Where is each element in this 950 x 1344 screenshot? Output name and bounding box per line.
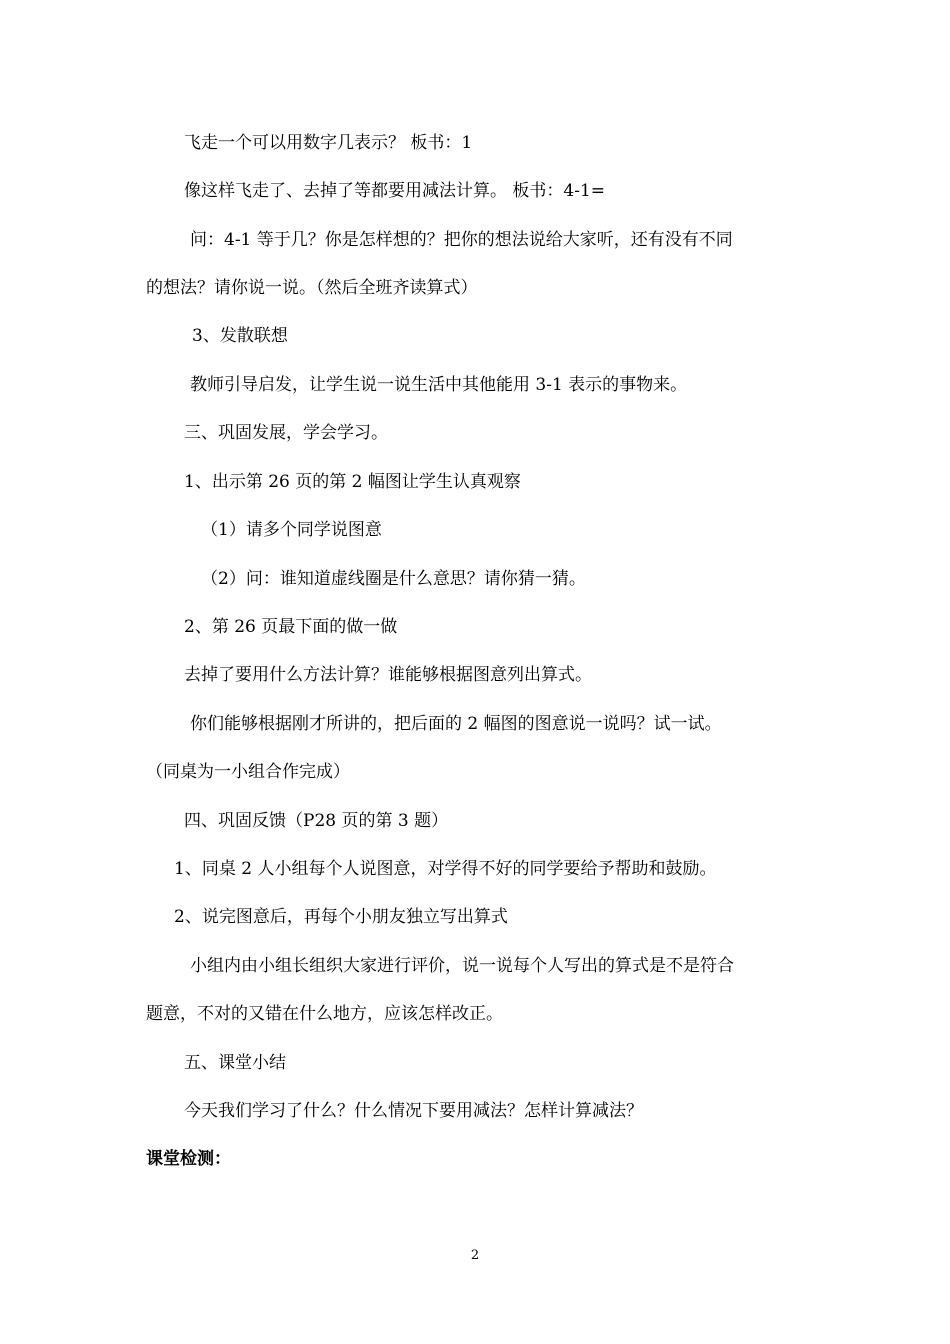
text-line: 2、说完图意后，再每个小朋友独立写出算式 — [174, 907, 508, 927]
text-line: 1、出示第 26 页的第 2 幅图让学生认真观察 — [184, 472, 521, 492]
text-line: 去掉了要用什么方法计算？谁能够根据图意列出算式。 — [184, 665, 592, 685]
text-line: 2、第 26 页最下面的做一做 — [184, 617, 398, 637]
section-heading: 四、巩固反馈（P28 页的第 3 题） — [184, 811, 449, 831]
text-line: （同桌为一小组合作完成） — [146, 762, 350, 782]
text-line: 飞走一个可以用数字几表示？ 板书：1 — [184, 133, 473, 153]
section-heading: 五、课堂小结 — [184, 1053, 286, 1073]
page-number: 2 — [470, 1248, 480, 1263]
text-line: 今天我们学习了什么？什么情况下要用减法？怎样计算减法？ — [184, 1101, 643, 1121]
text-line: （1）请多个同学说图意 — [201, 520, 382, 540]
section-heading: 3、发散联想 — [192, 326, 288, 346]
section-heading: 三、巩固发展，学会学习。 — [184, 423, 388, 443]
text-line: 你们能够根据刚才所讲的，把后面的 2 幅图的图意说一说吗？试一试。 — [190, 714, 722, 734]
text-line: 像这样飞走了、去掉了等都要用减法计算。 板书：4-1= — [184, 181, 606, 201]
text-line: 1、同桌 2 人小组每个人说图意，对学得不好的同学要给予帮助和鼓励。 — [174, 859, 717, 879]
bold-heading: 课堂检测： — [146, 1149, 231, 1169]
text-line: 问：4-1 等于几？你是怎样想的？把你的想法说给大家听，还有没有不同 — [190, 230, 733, 250]
text-line: 教师引导启发，让学生说一说生活中其他能用 3-1 表示的事物来。 — [190, 375, 688, 395]
text-line: 的想法？请你说一说。（然后全班齐读算式） — [146, 278, 478, 298]
text-line: （2）问：谁知道虚线圈是什么意思？请你猜一猜。 — [201, 569, 586, 589]
text-line: 小组内由小组长组织大家进行评价，说一说每个人写出的算式是不是符合 — [190, 956, 734, 976]
text-line: 题意，不对的又错在什么地方，应该怎样改正。 — [146, 1004, 503, 1024]
